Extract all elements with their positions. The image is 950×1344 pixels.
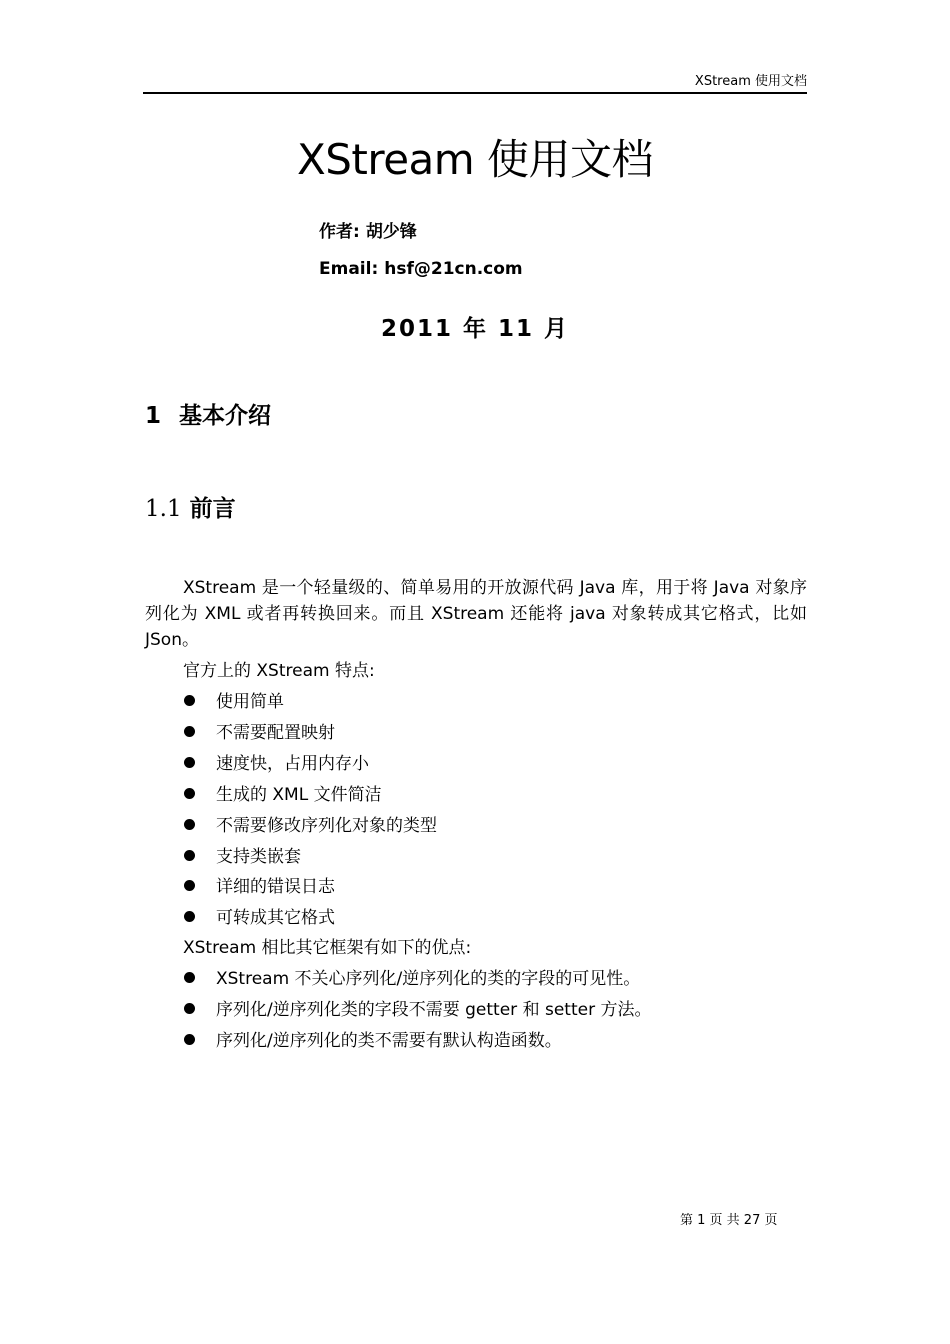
feature-text: 可转成其它格式 — [216, 908, 335, 928]
subsection-title: 前言 — [189, 495, 236, 522]
document-date: 2011 年 11 月 — [380, 316, 570, 342]
advantage-item — [184, 1028, 562, 1054]
bullet-icon — [184, 788, 195, 799]
feature-item — [184, 720, 335, 746]
section-title: 基本介绍 — [179, 403, 272, 429]
email-line — [319, 259, 523, 279]
intro-paragraph: XStream 是一个轻量级的、简单易用的开放源代码 Java 库，用于将 Java 对象序列化为 XML 或者再转换回来。而且 XStream 还能将 java 对象转成其它格式，比如 JSon。 — [145, 578, 807, 650]
author-label: 作者: — [319, 222, 360, 242]
running-header: XStream 使用文档 — [694, 74, 807, 89]
bullet-icon — [184, 972, 195, 983]
feature-item — [184, 874, 335, 900]
advantage-text: 序列化/逆序列化类的字段不需要 getter 和 setter 方法。 — [216, 1000, 652, 1020]
author-name: 胡少锋 — [365, 222, 417, 242]
section-heading-1 — [145, 397, 271, 430]
feature-item — [184, 689, 284, 715]
advantage-text: XStream 不关心序列化/逆序列化的类的字段的可见性。 — [216, 969, 641, 989]
feature-item — [184, 905, 335, 931]
feature-item — [184, 782, 382, 808]
feature-text: 支持类嵌套 — [216, 847, 301, 867]
feature-item — [184, 813, 437, 839]
feature-text: 使用简单 — [216, 692, 284, 712]
advantages-intro: XStream 相比其它框架有如下的优点: — [183, 938, 472, 958]
document-title: XStream 使用文档 — [296, 135, 654, 184]
feature-text: 不需要修改序列化对象的类型 — [216, 816, 437, 836]
bullet-icon — [184, 819, 195, 830]
bullet-icon — [184, 911, 195, 922]
section-heading-1-1 — [145, 490, 236, 523]
header-rule — [143, 92, 807, 94]
feature-text: 详细的错误日志 — [216, 877, 335, 897]
email-address: hsf@21cn.com — [384, 259, 523, 279]
feature-item — [184, 844, 301, 870]
advantage-item — [184, 997, 651, 1023]
bullet-icon — [184, 880, 195, 891]
bullet-icon — [184, 1003, 195, 1014]
email-label: Email: — [319, 259, 379, 279]
feature-text: 生成的 XML 文件简洁 — [216, 785, 382, 805]
bullet-icon — [184, 695, 195, 706]
page-number-footer: 第 1 页 共 27 页 — [680, 1213, 778, 1228]
subsection-number: 1.1 — [145, 496, 182, 522]
bullet-icon — [184, 726, 195, 737]
author-line — [319, 217, 417, 242]
advantage-text: 序列化/逆序列化的类不需要有默认构造函数。 — [216, 1031, 562, 1051]
bullet-icon — [184, 757, 195, 768]
feature-text: 速度快，占用内存小 — [216, 754, 369, 774]
feature-item — [184, 751, 369, 777]
features-intro: 官方上的 XStream 特点: — [183, 661, 375, 681]
bullet-icon — [184, 1034, 195, 1045]
advantage-item — [184, 966, 640, 992]
bullet-icon — [184, 850, 195, 861]
feature-text: 不需要配置映射 — [216, 723, 335, 743]
section-number: 1 — [145, 403, 162, 429]
